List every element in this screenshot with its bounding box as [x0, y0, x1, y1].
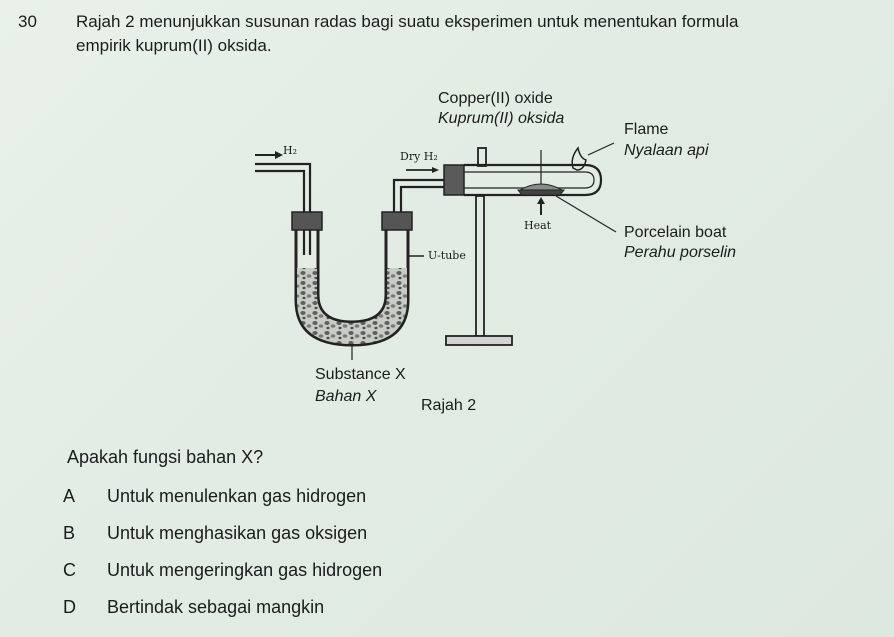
copper-oxide-label-ms: Kuprum(II) oksida — [438, 110, 565, 127]
porcelain-label-ms: Perahu porselin — [624, 244, 737, 261]
question-intro-line-2: empirik kuprum(II) oksida. — [76, 36, 272, 55]
option-a-text: Untuk menulenkan gas hidrogen — [107, 486, 367, 506]
option-c-text: Untuk mengeringkan gas hidrogen — [107, 560, 383, 580]
substance-label-ms: Bahan X — [315, 388, 377, 405]
option-a-letter: A — [63, 486, 76, 506]
copper-oxide-label-en: Copper(II) oxide — [438, 90, 553, 107]
question-number: 30 — [18, 12, 37, 31]
vent-tube — [478, 148, 486, 166]
option-b[interactable] — [63, 523, 367, 544]
option-c[interactable] — [63, 560, 382, 581]
figure-caption: Rajah 2 — [421, 397, 477, 414]
retort-stand — [446, 196, 512, 345]
option-d-letter: D — [63, 597, 76, 617]
h2-label: H₂ — [283, 144, 298, 157]
left-stopper — [292, 212, 322, 230]
flame-label-en: Flame — [624, 121, 669, 138]
option-d[interactable] — [63, 597, 324, 618]
utube-label: U-tube — [428, 249, 466, 262]
flame-label-ms: Nyalaan api — [624, 142, 709, 159]
question-intro-line-1: Rajah 2 menunjukkan susunan radas bagi suatu eksperimen untuk menentukan formula — [76, 12, 739, 31]
porcelain-label-en: Porcelain boat — [624, 224, 727, 241]
right-stopper — [382, 212, 412, 230]
flame-icon — [572, 148, 586, 170]
option-b-text: Untuk menghasikan gas oksigen — [107, 523, 368, 543]
option-d-text: Bertindak sebagai mangkin — [107, 597, 325, 617]
heat-label: Heat — [524, 219, 552, 232]
u-tube — [296, 228, 408, 345]
dry-h2-arrow — [406, 167, 439, 173]
flame-pointer — [588, 143, 614, 155]
porcelain-boat — [518, 184, 564, 195]
option-a[interactable] — [63, 486, 366, 507]
option-b-letter: B — [63, 523, 76, 543]
substance-label-en: Substance X — [315, 366, 406, 383]
option-c-letter: C — [63, 560, 76, 580]
dry-h2-label: Dry H₂ — [400, 150, 438, 163]
outlet-tube — [394, 180, 444, 212]
h2-inlet-arrow — [255, 151, 283, 159]
heat-arrow — [537, 197, 545, 215]
inlet-tube — [255, 164, 310, 255]
question-prompt: Apakah fungsi bahan X? — [67, 447, 264, 467]
porcelain-pointer — [556, 196, 616, 232]
